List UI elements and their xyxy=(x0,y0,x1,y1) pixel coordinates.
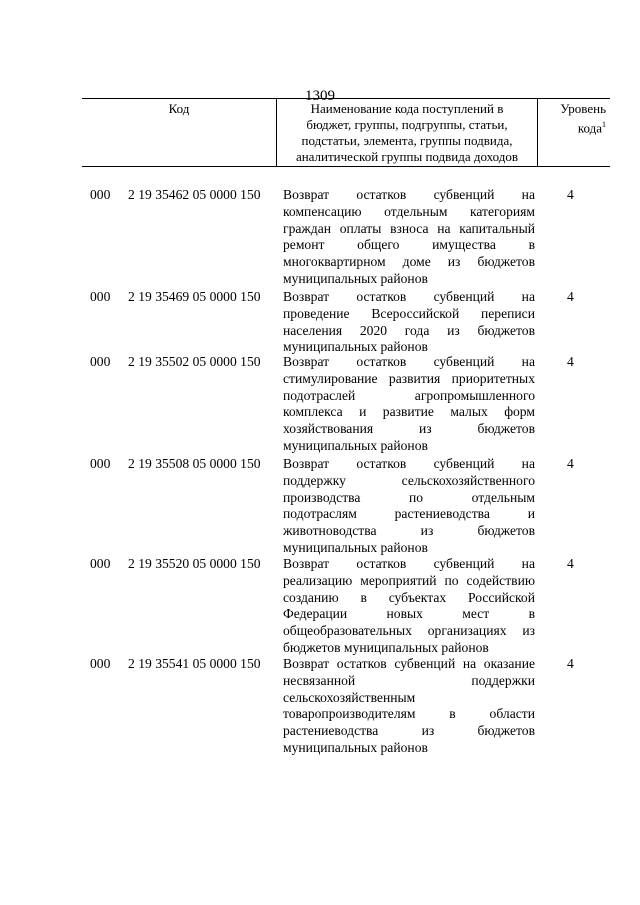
header-level-text: кода xyxy=(577,120,602,136)
row-admin-code: 000 xyxy=(90,656,111,671)
row-admin-code: 000 xyxy=(90,354,111,369)
header-name-line: Наименование кода поступлений в xyxy=(310,101,504,116)
row-income-code: 2 19 35541 05 0000 150 xyxy=(128,656,261,671)
header-level-line xyxy=(538,117,606,136)
row-name-line: граждан оплаты взноса на капитальный xyxy=(283,220,535,236)
row-income-code: 2 19 35462 05 0000 150 xyxy=(128,187,261,202)
row-level: 4 xyxy=(567,656,574,671)
row-admin-code: 000 xyxy=(90,289,111,304)
header-name-line: подстатьи, элемента, группы подвида, xyxy=(301,133,513,148)
row-name-line: подотраслям растениеводства и xyxy=(283,506,535,522)
row-name-line: муниципальных районов xyxy=(283,739,428,755)
table-header xyxy=(82,98,610,167)
footnote-marker: 1 xyxy=(602,120,606,129)
row-level: 4 xyxy=(567,289,574,304)
row-name-line: муниципальных районов xyxy=(283,339,428,355)
row-name xyxy=(283,656,535,757)
header-name-line: аналитической группы подвида доходов xyxy=(295,149,519,164)
row-name-line: проведение Всероссийской переписи xyxy=(283,305,535,321)
row-level: 4 xyxy=(567,456,574,471)
row-name-line: многоквартирном доме из бюджетов xyxy=(283,254,535,270)
header-level-line: Уровень xyxy=(560,101,606,116)
row-name-line: производства по отдельным xyxy=(283,489,535,505)
row-name-line: реализацию мероприятий по содействию xyxy=(283,572,535,588)
row-name-line: муниципальных районов xyxy=(283,437,428,453)
row-name-line: стимулирование развития приоритетных xyxy=(283,370,535,386)
header-name xyxy=(277,99,538,166)
row-name-line: несвязанной поддержки xyxy=(283,672,535,688)
row-name-line: Возврат остатков субвенций на xyxy=(283,289,535,304)
row-name-line: общеобразовательных организациях из xyxy=(283,623,535,639)
row-name-line: поддержку сельскохозяйственного xyxy=(283,472,535,488)
row-name-line: населения 2020 года из бюджетов xyxy=(283,322,535,338)
row-name-line: Возврат остатков субвенций на xyxy=(283,187,535,202)
row-name xyxy=(283,556,535,657)
row-name-line: комплекса и развитие малых форм xyxy=(283,404,535,420)
row-name xyxy=(283,187,535,288)
row-name-line: подотраслей агропромышленного xyxy=(283,387,535,403)
row-name-line: Возврат остатков субвенций на xyxy=(283,556,535,571)
page-number: 1309 xyxy=(305,88,335,104)
row-name-line: сельскохозяйственным xyxy=(283,689,416,705)
header-code: Код xyxy=(82,99,277,166)
header-name-line: бюджет, группы, подгруппы, статьи, xyxy=(306,117,508,132)
row-admin-code: 000 xyxy=(90,556,111,571)
row-name-line: товаропроизводителям в области xyxy=(283,706,535,722)
row-admin-code: 000 xyxy=(90,456,111,471)
row-name-line: бюджетов муниципальных районов xyxy=(283,639,489,655)
row-name xyxy=(283,354,535,455)
row-name-line: растениеводства из бюджетов xyxy=(283,723,535,739)
row-name-line: муниципальных районов xyxy=(283,539,428,555)
row-admin-code: 000 xyxy=(90,187,111,202)
row-name-line: Федерации новых мест в xyxy=(283,606,535,622)
row-name-line: ремонт общего имущества в xyxy=(283,237,535,253)
header-level xyxy=(538,99,610,166)
row-name-line: хозяйствования из бюджетов xyxy=(283,421,535,437)
row-name-line: животноводства из бюджетов xyxy=(283,523,535,539)
row-income-code: 2 19 35469 05 0000 150 xyxy=(128,289,261,304)
row-name-line: Возврат остатков субвенций на xyxy=(283,456,535,471)
row-name xyxy=(283,289,535,356)
row-name-line: Возврат остатков субвенций на оказание xyxy=(283,656,535,671)
row-name-line: муниципальных районов xyxy=(283,270,428,286)
row-level: 4 xyxy=(567,187,574,202)
row-income-code: 2 19 35502 05 0000 150 xyxy=(128,354,261,369)
row-income-code: 2 19 35508 05 0000 150 xyxy=(128,456,261,471)
row-income-code: 2 19 35520 05 0000 150 xyxy=(128,556,261,571)
row-name-line: созданию в субъектах Российской xyxy=(283,589,535,605)
row-name-line: компенсацию отдельным категориям xyxy=(283,203,535,219)
row-level: 4 xyxy=(567,556,574,571)
row-name-line: Возврат остатков субвенций на xyxy=(283,354,535,369)
row-name xyxy=(283,456,535,557)
row-level: 4 xyxy=(567,354,574,369)
